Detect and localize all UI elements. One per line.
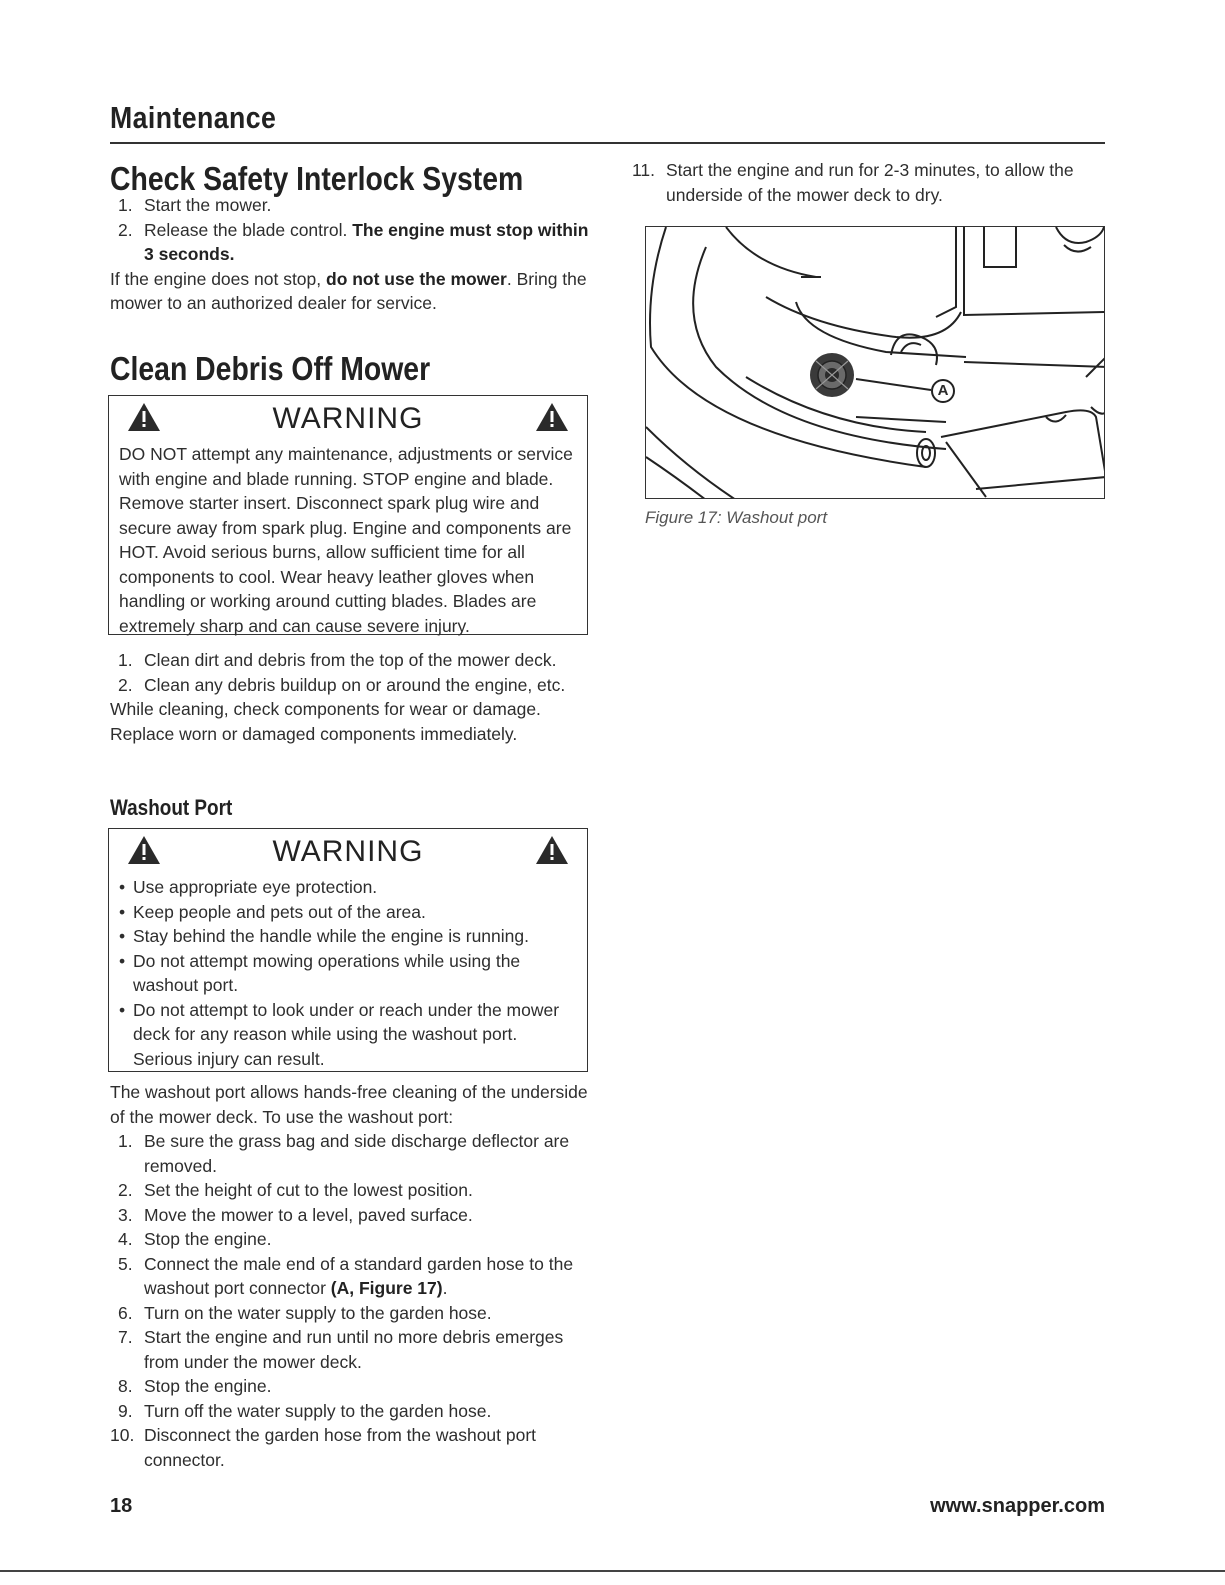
list-item: 1. Clean dirt and debris from the top of the mower deck.: [118, 650, 557, 670]
figure-washout-port: [645, 226, 1105, 499]
warning-triangle-icon: [535, 835, 569, 865]
figure-caption: Figure 17: Washout port: [645, 508, 828, 527]
page-bottom-edge: [0, 1570, 1225, 1572]
warning-text: DO NOT attempt any maintenance, adjustments or service with engine and blade running. STOP engine and blade. Remove starter insert. Disconnect spark plug wire and secure away from spark plug. Engine and components are HOT. Avoid serious burns, allow sufficient time for all components to cool. Wear heavy leather gloves when handling or working around cutting blades. Blades are extremely sharp and can cause severe injury.: [119, 444, 573, 636]
footer-url[interactable]: www.snapper.com: [930, 1495, 1105, 1517]
warning-triangle-icon: [535, 402, 569, 432]
mower-deck-illustration: [646, 227, 1105, 499]
washout-intro: The washout port allows hands-free cleaning of the underside of the mower deck. To use the washout port:: [110, 1082, 588, 1127]
list-item: 5. Connect the male end of a standard garden hose to the washout port connector (A, Figure 17).: [118, 1253, 574, 1298]
callout-a: A: [931, 379, 955, 403]
interlock-heading: Check Safety Interlock System: [110, 160, 524, 197]
list-item: 9. Turn off the water supply to the garden hose.: [118, 1400, 492, 1421]
warning-bullet: • Use appropriate eye protection.: [119, 875, 579, 900]
washout-step-11: [632, 158, 1102, 207]
list-item: 11. Start the engine and run for 2-3 minutes, to allow the underside of the mower deck to dry.: [632, 160, 1074, 205]
warning-box-maintenance: [108, 395, 588, 635]
figure-reference: (A, Figure 17): [330, 1278, 443, 1298]
section-title: Maintenance: [110, 100, 277, 135]
interlock-paragraph: If the engine does not stop, do not use the mower. Bring the mower to an authorized dealer for service.: [110, 268, 587, 313]
washout-heading: Washout Port: [110, 795, 233, 820]
washout-instructions: [110, 1080, 590, 1472]
warning-bullet: • Stay behind the handle while the engine is running.: [119, 924, 579, 949]
debris-steps: [110, 648, 590, 746]
warning-title: WARNING: [272, 402, 424, 435]
list-item: 3. Move the mower to a level, paved surface.: [118, 1204, 473, 1225]
list-item: 10. Disconnect the garden hose from the washout port connector.: [110, 1425, 537, 1470]
warning-bullet: • Keep people and pets out of the area.: [119, 900, 579, 925]
list-item: 1. Be sure the grass bag and side discharge deflector are removed.: [118, 1131, 570, 1176]
debris-heading: Clean Debris Off Mower: [110, 350, 431, 387]
list-item: 2. Release the blade control. The engine must stop within 3 seconds.: [118, 219, 589, 264]
warning-bullet: • Do not attempt mowing operations while using the washout port.: [119, 949, 579, 998]
list-item: 7. Start the engine and run until no more debris emerges from under the mower deck.: [118, 1327, 564, 1372]
warning-title: WARNING: [272, 835, 424, 868]
list-item: 1. Start the mower.: [118, 195, 272, 215]
list-item: 8. Stop the engine.: [118, 1376, 272, 1396]
list-item: 2. Set the height of cut to the lowest position.: [118, 1180, 473, 1200]
debris-note: While cleaning, check components for wear or damage. Replace worn or damaged components immediately.: [110, 699, 541, 744]
interlock-section: [110, 193, 595, 316]
list-item: 2. Clean any debris buildup on or around the engine, etc.: [118, 674, 566, 695]
page-number: 18: [110, 1495, 133, 1517]
warning-box-washout: [108, 828, 588, 1072]
list-item: 6. Turn on the water supply to the garden hose.: [118, 1302, 492, 1323]
warning-bullet: • Do not attempt to look under or reach under the mower deck for any reason while using the washout port. Serious injury can result.: [119, 998, 579, 1072]
list-item: 4. Stop the engine.: [118, 1229, 272, 1249]
header-rule: [110, 142, 1105, 144]
